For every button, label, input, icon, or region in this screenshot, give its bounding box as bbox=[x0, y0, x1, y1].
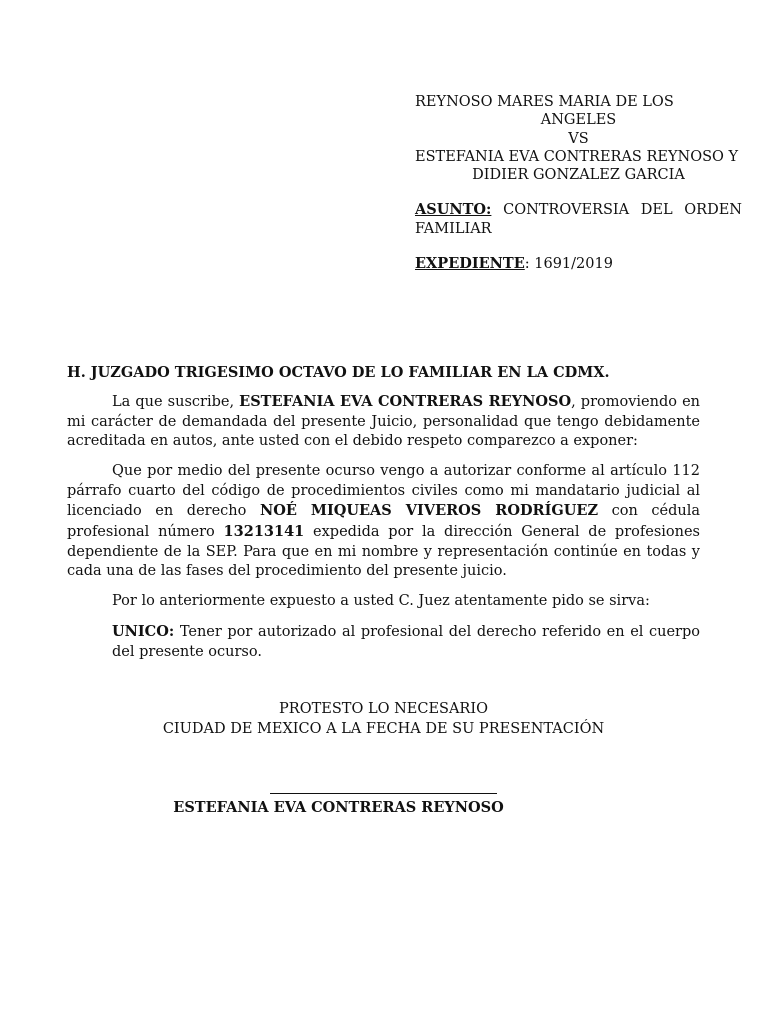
defendants-line-2: DIDIER GONZALEZ GARCIA bbox=[472, 167, 685, 184]
document-body bbox=[67, 392, 700, 673]
closing-block bbox=[67, 700, 700, 739]
court-heading: H. JUZGADO TRIGESIMO OCTAVO DE LO FAMILIAR EN LA CDMX. bbox=[67, 364, 610, 381]
unico-label: UNICO: bbox=[112, 623, 175, 641]
expediente-label: EXPEDIENTE bbox=[415, 255, 525, 273]
asunto-value: CONTROVERSIA DEL ORDEN FAMILIAR bbox=[415, 202, 742, 237]
closing-line-1: PROTESTO LO NECESARIO bbox=[279, 701, 488, 717]
authorization-text-2: con cédula profesional número bbox=[67, 503, 700, 541]
unico-text: Tener por autorizado al profesional del derecho referido en el cuerpo del presente ocurso. bbox=[112, 624, 700, 661]
paragraph-request: Por lo anteriormente expuesto a usted C. Juez atentamente pido se sirva: bbox=[112, 593, 650, 610]
defendants-line-1: ESTEFANIA EVA CONTRERAS REYNOSO Y bbox=[415, 148, 739, 165]
paragraph-authorization bbox=[67, 462, 700, 582]
cedula-number: 13213141 bbox=[223, 523, 305, 541]
asunto-block bbox=[415, 201, 742, 238]
authorization-text-3: expedida por la dirección General de profesiones dependiente de la SEP. Para que en mi nombre y representación continúe en todas y cada una de las fases del procedimiento del presente juicio. bbox=[67, 524, 700, 580]
paragraph-intro-text: La que suscribe, bbox=[112, 394, 240, 410]
case-caption bbox=[415, 93, 742, 273]
lawyer-name: NOÉ MIQUEAS VIVEROS RODRÍGUEZ bbox=[259, 502, 599, 520]
paragraph-unico bbox=[112, 622, 700, 662]
expediente-value: : 1691/2019 bbox=[524, 256, 613, 273]
expediente-block bbox=[415, 255, 742, 273]
signer-name: ESTEFANIA EVA CONTRERAS REYNOSO bbox=[239, 393, 572, 410]
closing-line-2: CIUDAD DE MEXICO A LA FECHA DE SU PRESENTACIÓN bbox=[162, 720, 605, 737]
paragraph-intro-rest: , promoviendo en mi carácter de demandada del presente Juicio, personalidad que tengo debidamente acreditada en autos, ante usted con el debido respeto comparezco a exponer: bbox=[67, 394, 700, 450]
plaintiff-line-1: REYNOSO MARES MARIA DE LOS bbox=[415, 94, 674, 110]
paragraph-intro bbox=[67, 392, 700, 452]
signature-line bbox=[270, 793, 497, 794]
asunto-label: ASUNTO: bbox=[415, 201, 492, 219]
authorization-text-1: Que por medio del presente ocurso vengo a autorizar conforme al artículo 112 párrafo cuarto del código de procedimientos civiles como mi mandatario judicial al licenciado en derecho bbox=[67, 463, 700, 520]
versus-label: VS bbox=[568, 130, 589, 147]
plaintiff-line-2: ANGELES bbox=[540, 112, 617, 129]
signature-name: ESTEFANIA EVA CONTRERAS REYNOSO bbox=[173, 799, 504, 816]
